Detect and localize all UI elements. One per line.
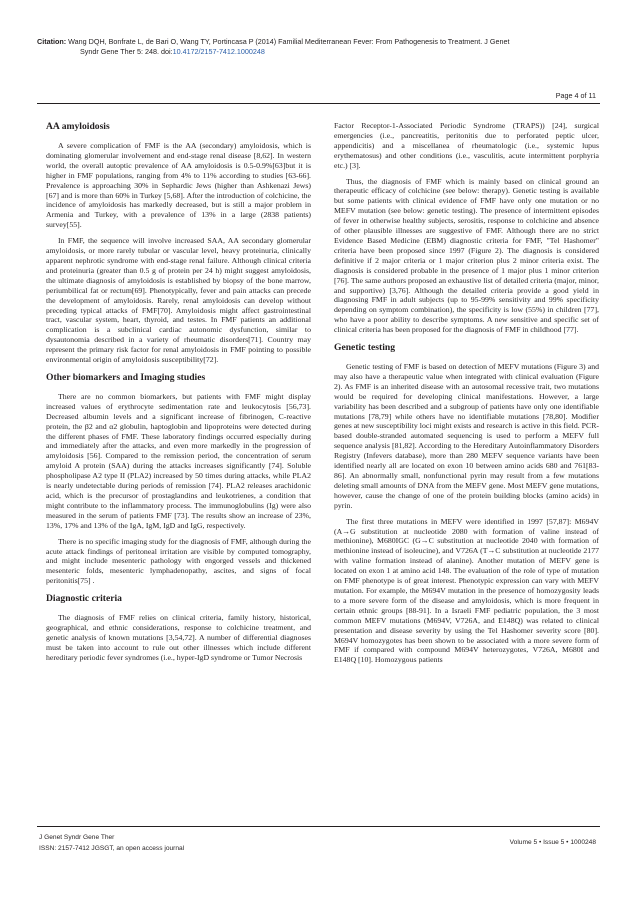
section-heading: Other biomarkers and Imaging studies (46, 371, 206, 383)
section-heading: AA amyloidosis (46, 121, 110, 132)
body-paragraph: There are no common biomarkers, but patients with FMF might display increased values of erythrocyte sedimentation rate and leukocytosis [56,73]. Decreased albumin levels and a significant increase of fibrinogen, C-reactive protein, the β2 and α2 globulin, haptoglobin and lipoproteins were detected during the different phases of FMF. These laboratory findings occurred especially during and immediately after the attacks, and even more markedly in the progression of amyloidosis [56]. Compared to the remission period, the concentration of serum amyloid A protein (SAA) during the attacks increases significantly [74]. Soluble phospholipase A2 type II (PLA2) increased by 50 times during attacks, while PLA2 is nearly undetectable during periods of remission [74]. PLA2 releases arachidonic acid, which is the precursor of prostaglandins and leukotrienes, a condition that might contribute to the inflammatory process. The immunoglobulins (Ig) were also measured in the serum of patients FMF [73]. The results show an increase of 23%, 13%, 17% and 13% of the IgA, IgM, IgD and IgG, respectively. (46, 391, 311, 530)
citation-block (37, 37, 617, 57)
section-heading: Diagnostic criteria (46, 593, 122, 605)
doi-link[interactable]: 10.4172/2157-7412.1000248 (172, 47, 265, 56)
section-heading: Genetic testing (334, 342, 396, 354)
footer-volume: Volume 5 • Issue 5 • 1000248 (509, 839, 596, 846)
body-paragraph: The diagnosis of FMF relies on clinical criteria, family history, historical, geographical, and ethnic considerations, response to colchicine treatment, and genetic analysis of known mutations [3,54,72]. A number of differential diagnoses must be taken into account to rule out other illnesses which include different hereditary periodic fever syndromes (i.e., hyper-IgD syndrome or Tumor Necrosis (46, 613, 311, 662)
body-paragraph: There is no specific imaging study for the diagnosis of FMF, although during the acute attack findings of peritoneal irritation are visible by computed tomography, and might include mesenteric pathology with engorged vessels and thickened mesenteric folds, mesenteric lymphadenopathy, ascites, and signs of focal peritonitis[75] . (46, 536, 311, 586)
page-footer (37, 826, 600, 857)
page-header-rule (37, 90, 600, 104)
footer-journal: J Genet Syndr Gene Ther (39, 834, 115, 841)
left-column (46, 121, 311, 663)
right-column (334, 121, 599, 665)
body-paragraph: Thus, the diagnosis of FMF which is mainly based on clinical ground an therapeutic efficacy of colchicine (see below: therapy). Genetic testing is available but some patients with clinical evidence of FMF have only one mutation or no MEFV mutation (see below: genetic testing). The presence of intermittent episodes of fever in otherwise healthy subjects, serositis, response to colchicine and absence of other plausible illnesses are suggestive of FMF. Although there are no strict Evidence Based Medicine (EBM) diagnostic criteria for FMF, "Tel Hashomer" criteria have been proposed since 1997 (Figure 2). The diagnosis is considered definitive if 2 major criteria or 1 major criterion plus 2 minor criteria exist. The diagnosis is considered probable in the presence of 1 major plus 1 minor criterion [76]. The same authors proposed an exhaustive list of detailed criteria (major, minor, and supportive) [3,76]. Although the detailed criteria provide a good yield in diagnosing FMF in adult subjects (up to 95-99% sensitivity and 99% specificity depending on symptom combination), the specificity is low (55%) in children [77], who have a poor ability to describe symptoms. A new sensitive and specific set of clinical criteria has been proposed for the diagnosis of FMF in childhood [77]. (334, 176, 599, 335)
body-paragraph: In FMF, the sequence will involve increased SAA, AA secondary glomerular amyloidosis, or more rarely tubular or vascular level, heavy proteinuria, clinically apparent nephrotic syndrome with end-stage renal failure. Although clinical criteria and proteinuria (greater than 0.5 g of protein per 24 h) might suggest amyloidosis, the ultimate diagnosis of amyloidosis is established by biopsy of the bone marrow, periumbilical fat or rectum[69]. Phenotypically, fever and pain attacks can precede the development of amyloidosis. Rarely, renal amyloidosis can develop without preceding typical attacks of FMF[70]. Amyloidosis might affect gastrointestinal tract, vascular system, heart, thyroid, and testes. In FMF patients an additional complication is a subclinical cardiac autonomic dysfunction, similar to dysautonomia described in a variety of rheumatic disorders[71]. Country may represent the primary risk factor for renal amyloidosis in FMF pointing to possible environmental origin of amyloidosis susceptibility[72]. (46, 236, 311, 365)
citation-line1: Wang DQH, Bonfrate L, de Bari O, Wang TY, Portincasa P (2014) Familial Mediterranean Fever: From Pathogenesis to Treatment. J Genet (68, 37, 510, 46)
footer-issn: ISSN: 2157-7412 JGSGT, an open access journal (39, 845, 185, 852)
body-paragraph: Genetic testing of FMF is based on detection of MEFV mutations (Figure 3) and may also have a therapeutic value when integrated with clinical evaluation (Figure 2). As FMF is an inherited disease with an autosomal recessive trait, two mutations would be required for developing clinical manifestations. However, a large variability has been described and a subgroup of patients have only one identifiable mutations [78,79] while others have no identifiable mutations [78,80]. Modifier genes at new susceptibility loci might exists and research is active in this field. PCR-based double-stranded automated sequencing is used to perform a MEFV full sequence analysis [81,82]. According to the Hereditary Autoinflammatory Disorders Registry (Infevers database), more than 280 MEFV sequence variants have been identified nearly all are located on exon 10 between amino acids 680 and 761[83-86]. An abnormally small, nonfunctional pyrin may result from a few mutations deleting small amounts of DNA from the MEFV gene. Most MEFV gene mutations, however, cause the change of one of the protein building blocks (amino acids) in pyrin. (334, 362, 599, 510)
body-paragraph: A severe complication of FMF is the AA (secondary) amyloidosis, which is dominating glomerular involvement and end-stage renal disease [8,62]. In western world, the overall autoptic prevalence of AA amyloidosis is 0.5-0.9%[63]but it is higher in FMF populations, ranging from 4% to 11% according to studies [63-66]. Prevalence is approaching 30% in Sephardic Jews (higher than Ashkenazi Jews) [67] and is more than 60% in Turkey [5,68]. After the introduction of colchicine, the incidence of amyloidosis has markedly decreased, but is still a major problem in Armenia and Turkey, with a prevalence of 13% in a large (2838 patients) survey[55]. (46, 141, 311, 230)
body-paragraph: Factor Receptor-1-Associated Periodic Syndrome (TRAPS)) [24], surgical emergencies (i.e., pancreatitis, peritonitis due to perforated peptic ulcer, appendicitis) and a miscellanea of rheumatologic (i.e., systemic lupus erythematosus) and other conditions (i.e., vasculitis, acute intermittent porphyria etc.) [3]. (334, 121, 599, 170)
citation-label: Citation: (37, 37, 67, 46)
citation-line2: Syndr Gene Ther 5: 248. doi: (80, 47, 173, 56)
page-number: Page 4 of 11 (555, 91, 596, 100)
body-paragraph: The first three mutations in MEFV were identified in 1997 [57,87]: M694V (A→G substitution at nucleotide 2080 with formation of valine instead of methionine), M680IGC (G→C substitution at nucleotide 2040 with formation of methionine instead of isoleucine), and V726A (T→C substitution at nucleotide 2177 with valine formation instead of alanine). Another mutation of MEFV gene is located on exon 1 at amino acid 148. The evaluation of the role of type of mutation on FMF phenotype is of great interest. Phenotypic expression can vary with MEFV mutation. For example, the M694V mutation in the presence of homozygosity leads to a more severe form of the disease and amyloidosis, which is more frequent in certain ethnic groups [88-91]. In a Israeli FMF pediatric population, the 3 most common MEFV mutations (M694V, V726A, and E148Q) was related to clinical presentation and disease severity by using the Tel Hashomer severity score [80]. M694V homozygotes has been shown to be associated with a more severe form of FMF if compared with compound M694V heterozygotes, V726A, M680I and E148Q [10]. Homozygous patients (334, 516, 599, 665)
